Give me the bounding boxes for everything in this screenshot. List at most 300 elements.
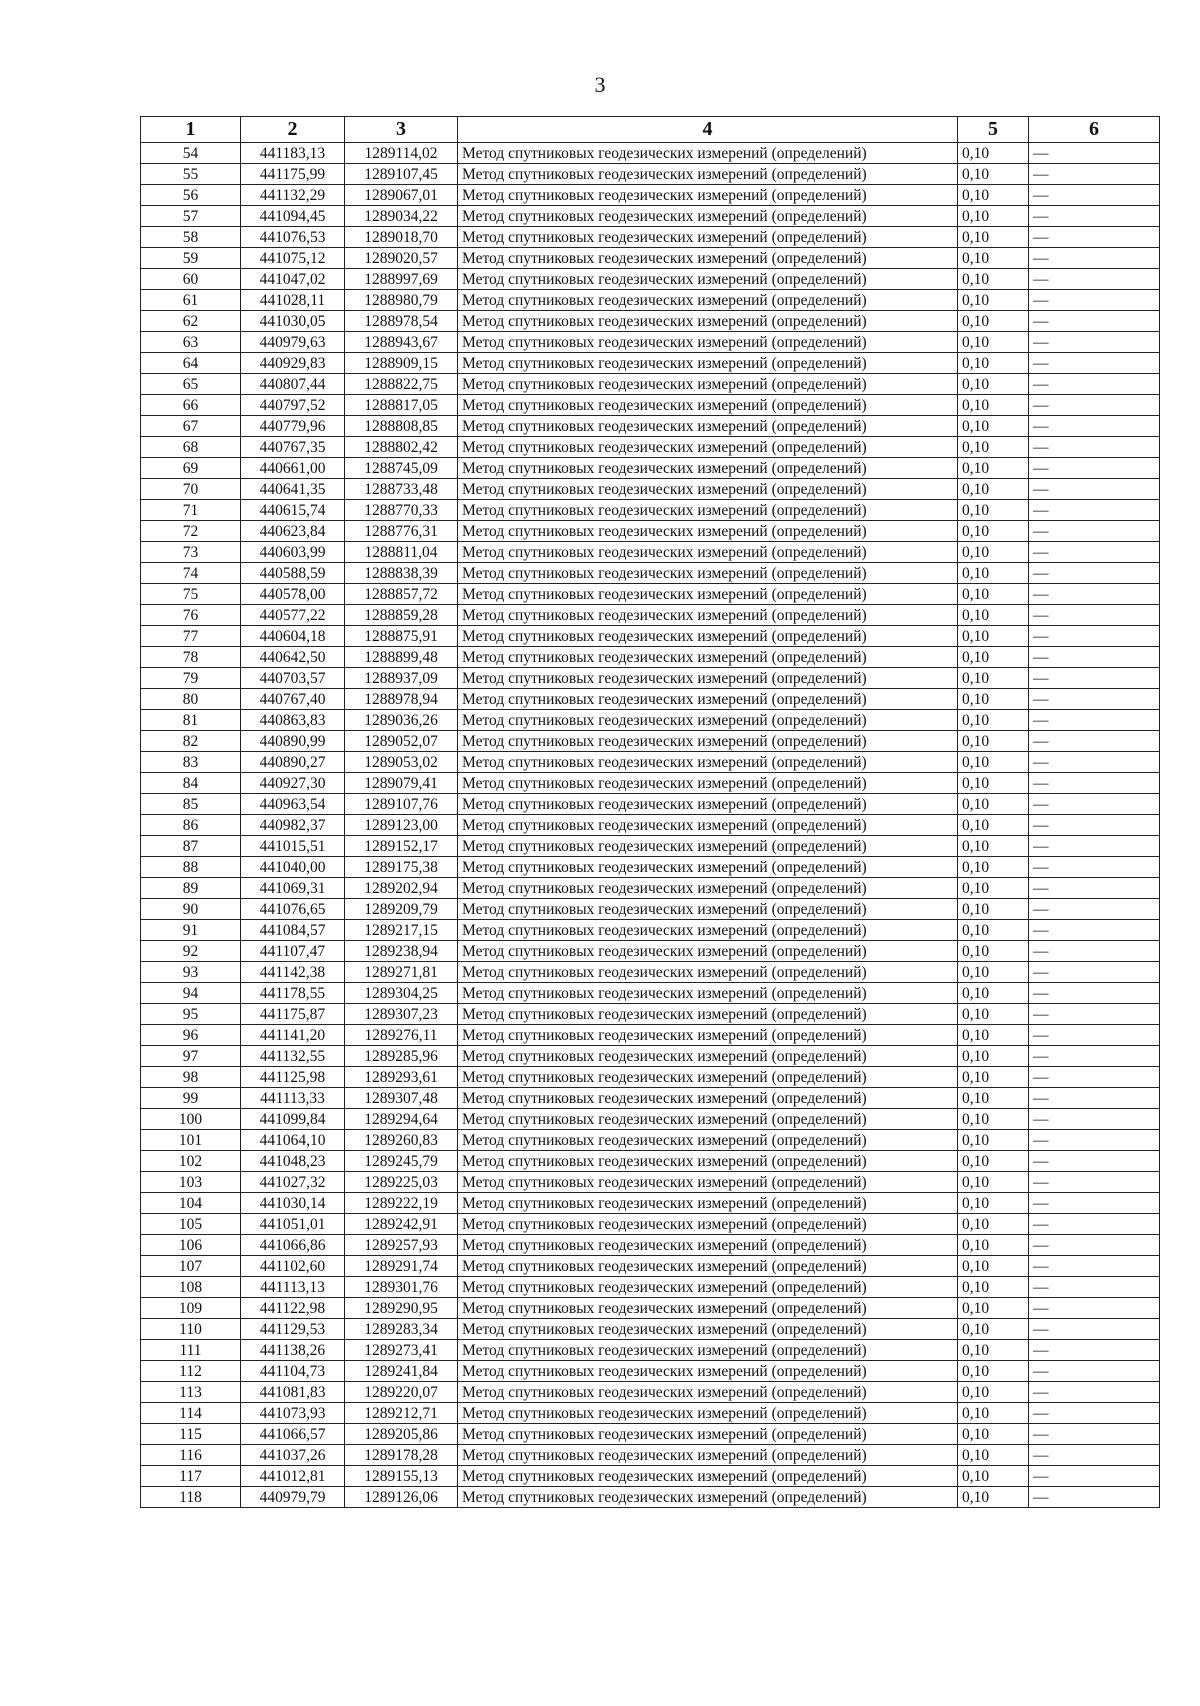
- y-coordinate-cell: 1289301,76: [345, 1277, 458, 1298]
- x-coordinate-cell: 441175,87: [241, 1004, 345, 1025]
- y-coordinate-cell: 1289034,22: [345, 206, 458, 227]
- y-coordinate-cell: 1289273,41: [345, 1340, 458, 1361]
- x-coordinate-cell: 441073,93: [241, 1403, 345, 1424]
- y-coordinate-cell: 1288978,94: [345, 689, 458, 710]
- accuracy-cell: 0,10: [958, 626, 1029, 647]
- table-row: [141, 248, 1160, 269]
- x-coordinate-cell: 441141,20: [241, 1025, 345, 1046]
- y-coordinate-cell: 1289178,28: [345, 1445, 458, 1466]
- table-row: [141, 1277, 1160, 1298]
- table-row: [141, 1403, 1160, 1424]
- note-cell: —: [1029, 962, 1160, 983]
- note-cell: —: [1029, 899, 1160, 920]
- point-number-cell: 59: [141, 248, 241, 269]
- point-number-cell: 100: [141, 1109, 241, 1130]
- point-number-cell: 65: [141, 374, 241, 395]
- point-number-cell: 54: [141, 143, 241, 164]
- table-row: [141, 269, 1160, 290]
- point-number-cell: 86: [141, 815, 241, 836]
- table-row: [141, 479, 1160, 500]
- point-number-cell: 92: [141, 941, 241, 962]
- table-row: [141, 815, 1160, 836]
- accuracy-cell: 0,10: [958, 836, 1029, 857]
- x-coordinate-cell: 441076,53: [241, 227, 345, 248]
- point-number-cell: 67: [141, 416, 241, 437]
- note-cell: —: [1029, 332, 1160, 353]
- y-coordinate-cell: 1288745,09: [345, 458, 458, 479]
- x-coordinate-cell: 440642,50: [241, 647, 345, 668]
- note-cell: —: [1029, 164, 1160, 185]
- table-row: [141, 1256, 1160, 1277]
- x-coordinate-cell: 441040,00: [241, 857, 345, 878]
- note-cell: —: [1029, 815, 1160, 836]
- note-cell: —: [1029, 458, 1160, 479]
- point-number-cell: 85: [141, 794, 241, 815]
- point-number-cell: 101: [141, 1130, 241, 1151]
- method-cell: Метод спутниковых геодезических измерений (определений): [458, 1340, 958, 1361]
- x-coordinate-cell: 440588,59: [241, 563, 345, 584]
- point-number-cell: 72: [141, 521, 241, 542]
- table-row: [141, 1235, 1160, 1256]
- method-cell: Метод спутниковых геодезических измерений (определений): [458, 542, 958, 563]
- x-coordinate-cell: 441094,45: [241, 206, 345, 227]
- accuracy-cell: 0,10: [958, 710, 1029, 731]
- accuracy-cell: 0,10: [958, 1025, 1029, 1046]
- note-cell: —: [1029, 1445, 1160, 1466]
- column-header-6: 6: [1029, 117, 1160, 143]
- note-cell: —: [1029, 353, 1160, 374]
- x-coordinate-cell: 441178,55: [241, 983, 345, 1004]
- y-coordinate-cell: 1288808,85: [345, 416, 458, 437]
- accuracy-cell: 0,10: [958, 1214, 1029, 1235]
- table-row: [141, 836, 1160, 857]
- table-row: [141, 878, 1160, 899]
- table-row: [141, 353, 1160, 374]
- method-cell: Метод спутниковых геодезических измерений (определений): [458, 206, 958, 227]
- accuracy-cell: 0,10: [958, 1172, 1029, 1193]
- table-row: [141, 1151, 1160, 1172]
- y-coordinate-cell: 1289217,15: [345, 920, 458, 941]
- y-coordinate-cell: 1289238,94: [345, 941, 458, 962]
- x-coordinate-cell: 440979,63: [241, 332, 345, 353]
- note-cell: —: [1029, 1424, 1160, 1445]
- table-row: [141, 1466, 1160, 1487]
- method-cell: Метод спутниковых геодезических измерений (определений): [458, 374, 958, 395]
- point-number-cell: 109: [141, 1298, 241, 1319]
- table-row: [141, 626, 1160, 647]
- note-cell: —: [1029, 374, 1160, 395]
- point-number-cell: 80: [141, 689, 241, 710]
- note-cell: —: [1029, 1319, 1160, 1340]
- point-number-cell: 104: [141, 1193, 241, 1214]
- note-cell: —: [1029, 1466, 1160, 1487]
- table-row: [141, 920, 1160, 941]
- accuracy-cell: 0,10: [958, 1403, 1029, 1424]
- table-row: [141, 458, 1160, 479]
- y-coordinate-cell: 1288997,69: [345, 269, 458, 290]
- x-coordinate-cell: 441113,13: [241, 1277, 345, 1298]
- table-row: [141, 311, 1160, 332]
- x-coordinate-cell: 441142,38: [241, 962, 345, 983]
- table-row: [141, 773, 1160, 794]
- accuracy-cell: 0,10: [958, 143, 1029, 164]
- accuracy-cell: 0,10: [958, 668, 1029, 689]
- x-coordinate-cell: 440890,99: [241, 731, 345, 752]
- x-coordinate-cell: 440929,83: [241, 353, 345, 374]
- note-cell: —: [1029, 1025, 1160, 1046]
- point-number-cell: 88: [141, 857, 241, 878]
- point-number-cell: 78: [141, 647, 241, 668]
- note-cell: —: [1029, 1361, 1160, 1382]
- note-cell: —: [1029, 248, 1160, 269]
- y-coordinate-cell: 1289220,07: [345, 1382, 458, 1403]
- note-cell: —: [1029, 1004, 1160, 1025]
- x-coordinate-cell: 440623,84: [241, 521, 345, 542]
- note-cell: —: [1029, 584, 1160, 605]
- y-coordinate-cell: 1289307,48: [345, 1088, 458, 1109]
- accuracy-cell: 0,10: [958, 773, 1029, 794]
- table-row: [141, 1088, 1160, 1109]
- table-row: [141, 290, 1160, 311]
- x-coordinate-cell: 441102,60: [241, 1256, 345, 1277]
- method-cell: Метод спутниковых геодезических измерений (определений): [458, 626, 958, 647]
- y-coordinate-cell: 1288978,54: [345, 311, 458, 332]
- method-cell: Метод спутниковых геодезических измерений (определений): [458, 1424, 958, 1445]
- table-row: [141, 962, 1160, 983]
- note-cell: —: [1029, 836, 1160, 857]
- method-cell: Метод спутниковых геодезических измерений (определений): [458, 563, 958, 584]
- note-cell: —: [1029, 542, 1160, 563]
- accuracy-cell: 0,10: [958, 1109, 1029, 1130]
- x-coordinate-cell: 441104,73: [241, 1361, 345, 1382]
- table-row: [141, 752, 1160, 773]
- note-cell: —: [1029, 185, 1160, 206]
- accuracy-cell: 0,10: [958, 206, 1029, 227]
- method-cell: Метод спутниковых геодезических измерений (определений): [458, 437, 958, 458]
- accuracy-cell: 0,10: [958, 458, 1029, 479]
- note-cell: —: [1029, 773, 1160, 794]
- column-header-4: 4: [458, 117, 958, 143]
- y-coordinate-cell: 1289067,01: [345, 185, 458, 206]
- accuracy-cell: 0,10: [958, 647, 1029, 668]
- table-row: [141, 941, 1160, 962]
- table-row: [141, 983, 1160, 1004]
- method-cell: Метод спутниковых геодезических измерений (определений): [458, 1067, 958, 1088]
- point-number-cell: 81: [141, 710, 241, 731]
- method-cell: Метод спутниковых геодезических измерений (определений): [458, 500, 958, 521]
- x-coordinate-cell: 441064,10: [241, 1130, 345, 1151]
- table-row: [141, 521, 1160, 542]
- point-number-cell: 99: [141, 1088, 241, 1109]
- table-row: [141, 1004, 1160, 1025]
- point-number-cell: 96: [141, 1025, 241, 1046]
- x-coordinate-cell: 440797,52: [241, 395, 345, 416]
- x-coordinate-cell: 441081,83: [241, 1382, 345, 1403]
- accuracy-cell: 0,10: [958, 794, 1029, 815]
- x-coordinate-cell: 441183,13: [241, 143, 345, 164]
- method-cell: Метод спутниковых геодезических измерений (определений): [458, 332, 958, 353]
- y-coordinate-cell: 1289245,79: [345, 1151, 458, 1172]
- table-row: [141, 1340, 1160, 1361]
- x-coordinate-cell: 441028,11: [241, 290, 345, 311]
- table-row: [141, 1172, 1160, 1193]
- method-cell: Метод спутниковых геодезических измерений (определений): [458, 1256, 958, 1277]
- y-coordinate-cell: 1289307,23: [345, 1004, 458, 1025]
- table-row: [141, 1046, 1160, 1067]
- method-cell: Метод спутниковых геодезических измерений (определений): [458, 1319, 958, 1340]
- table-row: [141, 1193, 1160, 1214]
- x-coordinate-cell: 441066,86: [241, 1235, 345, 1256]
- method-cell: Метод спутниковых геодезических измерений (определений): [458, 983, 958, 1004]
- table-body: [141, 143, 1160, 1508]
- y-coordinate-cell: 1288770,33: [345, 500, 458, 521]
- x-coordinate-cell: 440577,22: [241, 605, 345, 626]
- accuracy-cell: 0,10: [958, 857, 1029, 878]
- note-cell: —: [1029, 1130, 1160, 1151]
- y-coordinate-cell: 1288937,09: [345, 668, 458, 689]
- y-coordinate-cell: 1289114,02: [345, 143, 458, 164]
- accuracy-cell: 0,10: [958, 1193, 1029, 1214]
- note-cell: —: [1029, 878, 1160, 899]
- x-coordinate-cell: 440603,99: [241, 542, 345, 563]
- point-number-cell: 77: [141, 626, 241, 647]
- x-coordinate-cell: 441132,55: [241, 1046, 345, 1067]
- note-cell: —: [1029, 521, 1160, 542]
- note-cell: —: [1029, 1403, 1160, 1424]
- x-coordinate-cell: 441075,12: [241, 248, 345, 269]
- table-row: [141, 164, 1160, 185]
- point-number-cell: 68: [141, 437, 241, 458]
- y-coordinate-cell: 1289175,38: [345, 857, 458, 878]
- x-coordinate-cell: 441107,47: [241, 941, 345, 962]
- accuracy-cell: 0,10: [958, 731, 1029, 752]
- note-cell: —: [1029, 752, 1160, 773]
- y-coordinate-cell: 1289271,81: [345, 962, 458, 983]
- accuracy-cell: 0,10: [958, 479, 1029, 500]
- method-cell: Метод спутниковых геодезических измерений (определений): [458, 1445, 958, 1466]
- accuracy-cell: 0,10: [958, 1361, 1029, 1382]
- y-coordinate-cell: 1288899,48: [345, 647, 458, 668]
- method-cell: Метод спутниковых геодезических измерений (определений): [458, 185, 958, 206]
- x-coordinate-cell: 441027,32: [241, 1172, 345, 1193]
- note-cell: —: [1029, 1298, 1160, 1319]
- column-header-1: 1: [141, 117, 241, 143]
- note-cell: —: [1029, 479, 1160, 500]
- method-cell: Метод спутниковых геодезических измерений (определений): [458, 1088, 958, 1109]
- accuracy-cell: 0,10: [958, 164, 1029, 185]
- method-cell: Метод спутниковых геодезических измерений (определений): [458, 1466, 958, 1487]
- x-coordinate-cell: 441113,33: [241, 1088, 345, 1109]
- x-coordinate-cell: 440767,35: [241, 437, 345, 458]
- method-cell: Метод спутниковых геодезических измерений (определений): [458, 248, 958, 269]
- y-coordinate-cell: 1289107,76: [345, 794, 458, 815]
- point-number-cell: 60: [141, 269, 241, 290]
- method-cell: Метод спутниковых геодезических измерений (определений): [458, 731, 958, 752]
- y-coordinate-cell: 1289018,70: [345, 227, 458, 248]
- point-number-cell: 58: [141, 227, 241, 248]
- x-coordinate-cell: 441048,23: [241, 1151, 345, 1172]
- accuracy-cell: 0,10: [958, 899, 1029, 920]
- accuracy-cell: 0,10: [958, 878, 1029, 899]
- y-coordinate-cell: 1288875,91: [345, 626, 458, 647]
- method-cell: Метод спутниковых геодезических измерений (определений): [458, 1403, 958, 1424]
- note-cell: —: [1029, 1193, 1160, 1214]
- table-row: [141, 1424, 1160, 1445]
- x-coordinate-cell: 441099,84: [241, 1109, 345, 1130]
- method-cell: Метод спутниковых геодезических измерений (определений): [458, 290, 958, 311]
- accuracy-cell: 0,10: [958, 395, 1029, 416]
- y-coordinate-cell: 1288859,28: [345, 605, 458, 626]
- method-cell: Метод спутниковых геодезических измерений (определений): [458, 458, 958, 479]
- accuracy-cell: 0,10: [958, 542, 1029, 563]
- note-cell: —: [1029, 311, 1160, 332]
- y-coordinate-cell: 1289304,25: [345, 983, 458, 1004]
- note-cell: —: [1029, 794, 1160, 815]
- x-coordinate-cell: 441030,14: [241, 1193, 345, 1214]
- accuracy-cell: 0,10: [958, 311, 1029, 332]
- x-coordinate-cell: 441138,26: [241, 1340, 345, 1361]
- point-number-cell: 113: [141, 1382, 241, 1403]
- point-number-cell: 89: [141, 878, 241, 899]
- y-coordinate-cell: 1289294,64: [345, 1109, 458, 1130]
- y-coordinate-cell: 1289126,06: [345, 1487, 458, 1508]
- y-coordinate-cell: 1289257,93: [345, 1235, 458, 1256]
- y-coordinate-cell: 1289202,94: [345, 878, 458, 899]
- point-number-cell: 63: [141, 332, 241, 353]
- point-number-cell: 79: [141, 668, 241, 689]
- method-cell: Метод спутниковых геодезических измерений (определений): [458, 878, 958, 899]
- point-number-cell: 114: [141, 1403, 241, 1424]
- accuracy-cell: 0,10: [958, 269, 1029, 290]
- accuracy-cell: 0,10: [958, 920, 1029, 941]
- y-coordinate-cell: 1289212,71: [345, 1403, 458, 1424]
- table-row: [141, 206, 1160, 227]
- x-coordinate-cell: 441037,26: [241, 1445, 345, 1466]
- method-cell: Метод спутниковых геодезических измерений (определений): [458, 1109, 958, 1130]
- note-cell: —: [1029, 206, 1160, 227]
- y-coordinate-cell: 1289107,45: [345, 164, 458, 185]
- y-coordinate-cell: 1288980,79: [345, 290, 458, 311]
- note-cell: —: [1029, 290, 1160, 311]
- note-cell: —: [1029, 416, 1160, 437]
- note-cell: —: [1029, 395, 1160, 416]
- point-number-cell: 83: [141, 752, 241, 773]
- y-coordinate-cell: 1289209,79: [345, 899, 458, 920]
- y-coordinate-cell: 1289241,84: [345, 1361, 458, 1382]
- x-coordinate-cell: 440863,83: [241, 710, 345, 731]
- method-cell: Метод спутниковых геодезических измерений (определений): [458, 353, 958, 374]
- point-number-cell: 118: [141, 1487, 241, 1508]
- method-cell: Метод спутниковых геодезических измерений (определений): [458, 479, 958, 500]
- accuracy-cell: 0,10: [958, 689, 1029, 710]
- y-coordinate-cell: 1288733,48: [345, 479, 458, 500]
- x-coordinate-cell: 441047,02: [241, 269, 345, 290]
- method-cell: Метод спутниковых геодезических измерений (определений): [458, 941, 958, 962]
- point-number-cell: 91: [141, 920, 241, 941]
- accuracy-cell: 0,10: [958, 185, 1029, 206]
- table-row: [141, 395, 1160, 416]
- point-number-cell: 75: [141, 584, 241, 605]
- y-coordinate-cell: 1288802,42: [345, 437, 458, 458]
- x-coordinate-cell: 440661,00: [241, 458, 345, 479]
- point-number-cell: 108: [141, 1277, 241, 1298]
- note-cell: —: [1029, 668, 1160, 689]
- point-number-cell: 84: [141, 773, 241, 794]
- note-cell: —: [1029, 500, 1160, 521]
- method-cell: Метод спутниковых геодезических измерений (определений): [458, 269, 958, 290]
- point-number-cell: 66: [141, 395, 241, 416]
- method-cell: Метод спутниковых геодезических измерений (определений): [458, 1235, 958, 1256]
- method-cell: Метод спутниковых геодезических измерений (определений): [458, 227, 958, 248]
- table-row: [141, 227, 1160, 248]
- y-coordinate-cell: 1289036,26: [345, 710, 458, 731]
- accuracy-cell: 0,10: [958, 962, 1029, 983]
- point-number-cell: 74: [141, 563, 241, 584]
- point-number-cell: 111: [141, 1340, 241, 1361]
- x-coordinate-cell: 440963,54: [241, 794, 345, 815]
- point-number-cell: 117: [141, 1466, 241, 1487]
- method-cell: Метод спутниковых геодезических измерений (определений): [458, 1361, 958, 1382]
- table-row: [141, 1214, 1160, 1235]
- x-coordinate-cell: 440779,96: [241, 416, 345, 437]
- y-coordinate-cell: 1288811,04: [345, 542, 458, 563]
- note-cell: —: [1029, 647, 1160, 668]
- accuracy-cell: 0,10: [958, 941, 1029, 962]
- x-coordinate-cell: 440604,18: [241, 626, 345, 647]
- table-row: [141, 1109, 1160, 1130]
- y-coordinate-cell: 1289152,17: [345, 836, 458, 857]
- point-number-cell: 110: [141, 1319, 241, 1340]
- x-coordinate-cell: 441084,57: [241, 920, 345, 941]
- y-coordinate-cell: 1288909,15: [345, 353, 458, 374]
- point-number-cell: 116: [141, 1445, 241, 1466]
- method-cell: Метод спутниковых геодезических измерений (определений): [458, 920, 958, 941]
- accuracy-cell: 0,10: [958, 1340, 1029, 1361]
- table-row: [141, 563, 1160, 584]
- table-row: [141, 1382, 1160, 1403]
- table-row: [141, 500, 1160, 521]
- x-coordinate-cell: 441175,99: [241, 164, 345, 185]
- method-cell: Метод спутниковых геодезических измерений (определений): [458, 710, 958, 731]
- y-coordinate-cell: 1289260,83: [345, 1130, 458, 1151]
- point-number-cell: 93: [141, 962, 241, 983]
- method-cell: Метод спутниковых геодезических измерений (определений): [458, 899, 958, 920]
- x-coordinate-cell: 440615,74: [241, 500, 345, 521]
- point-number-cell: 57: [141, 206, 241, 227]
- accuracy-cell: 0,10: [958, 1319, 1029, 1340]
- note-cell: —: [1029, 227, 1160, 248]
- method-cell: Метод спутниковых геодезических измерений (определений): [458, 668, 958, 689]
- accuracy-cell: 0,10: [958, 353, 1029, 374]
- table-header-row: [141, 117, 1160, 143]
- note-cell: —: [1029, 941, 1160, 962]
- point-number-cell: 94: [141, 983, 241, 1004]
- x-coordinate-cell: 441076,65: [241, 899, 345, 920]
- note-cell: —: [1029, 605, 1160, 626]
- accuracy-cell: 0,10: [958, 437, 1029, 458]
- table-row: [141, 1067, 1160, 1088]
- point-number-cell: 82: [141, 731, 241, 752]
- note-cell: —: [1029, 269, 1160, 290]
- y-coordinate-cell: 1289276,11: [345, 1025, 458, 1046]
- method-cell: Метод спутниковых геодезических измерений (определений): [458, 857, 958, 878]
- accuracy-cell: 0,10: [958, 563, 1029, 584]
- note-cell: —: [1029, 1088, 1160, 1109]
- point-number-cell: 95: [141, 1004, 241, 1025]
- note-cell: —: [1029, 689, 1160, 710]
- y-coordinate-cell: 1289293,61: [345, 1067, 458, 1088]
- point-number-cell: 61: [141, 290, 241, 311]
